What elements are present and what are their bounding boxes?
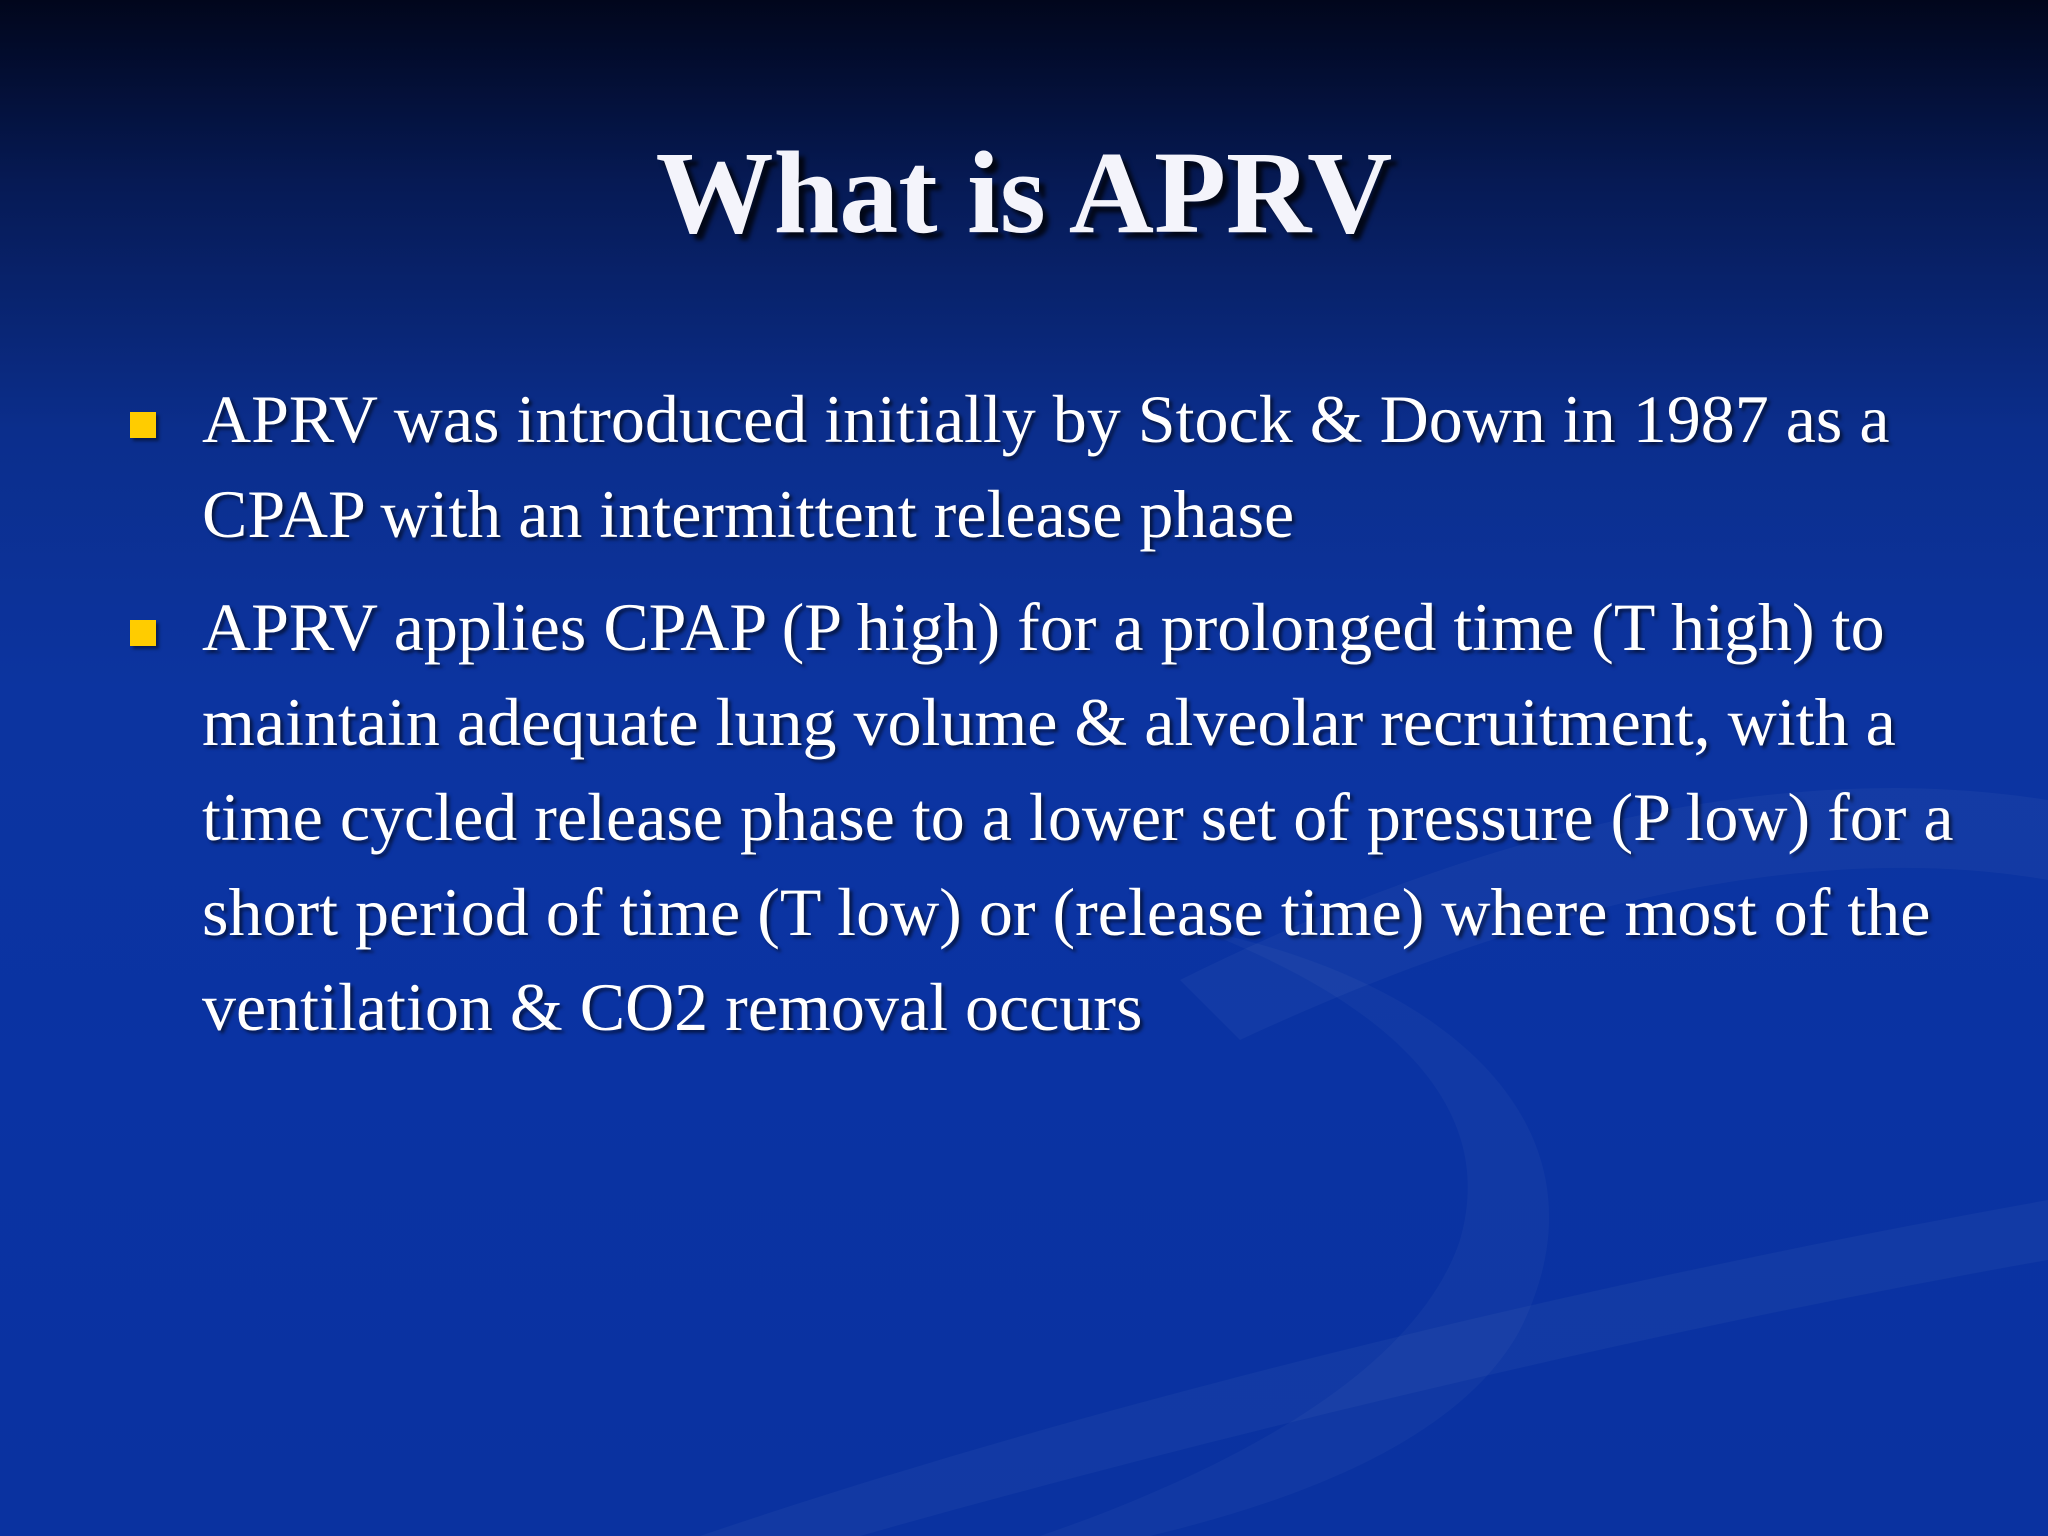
bullet-item bbox=[118, 372, 1978, 562]
square-bullet-icon bbox=[130, 412, 156, 438]
bullet-text: APRV applies CPAP (P high) for a prolonged time (T high) to maintain adequate lung volume & alveolar recruitment, with a time cycled release phase to a lower set of pressure (P low) for a short period of time (T low) or (release time) where most of the ventilation & CO2 removal occurs bbox=[202, 589, 1954, 1045]
bullet-list bbox=[118, 372, 1978, 1073]
slide-title: What is APRV bbox=[655, 127, 1393, 258]
bullet-item bbox=[118, 580, 1978, 1055]
bullet-text: APRV was introduced initially by Stock & Down in 1987 as a CPAP with an intermittent release phase bbox=[202, 381, 1890, 552]
square-bullet-icon bbox=[130, 620, 156, 646]
